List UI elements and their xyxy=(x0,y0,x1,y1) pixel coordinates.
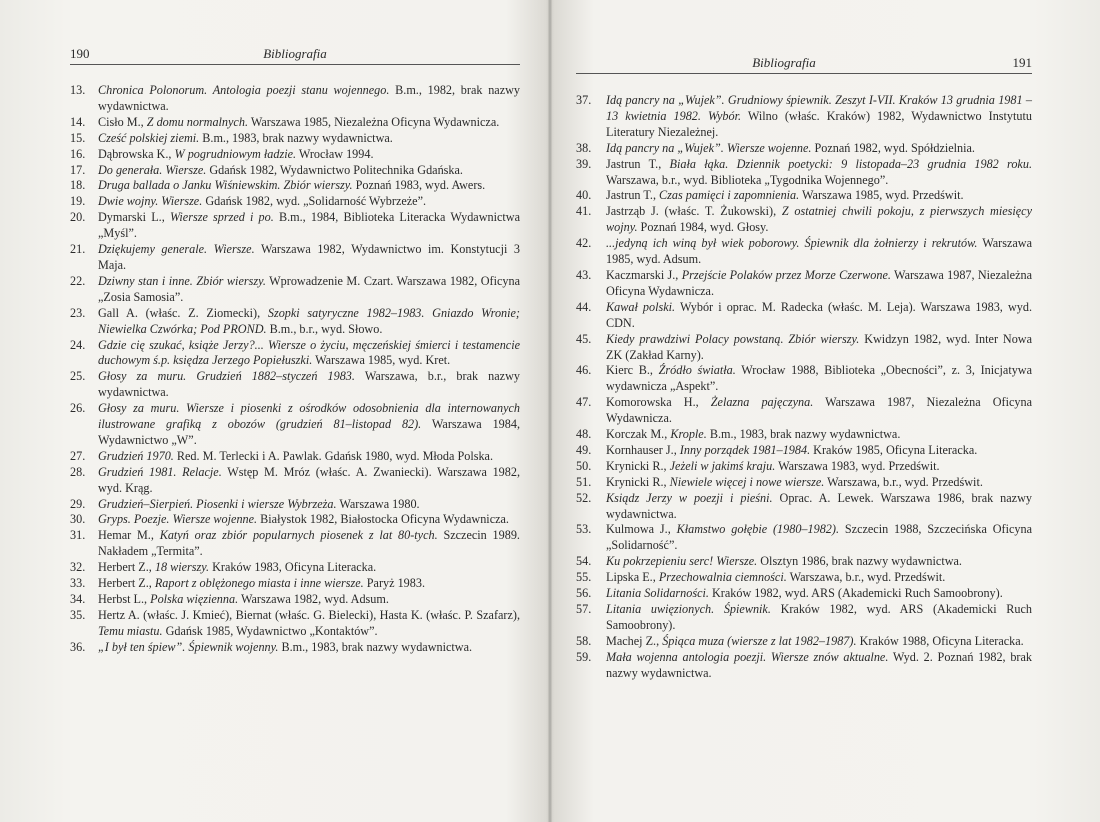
bibliography-entry xyxy=(576,443,1032,459)
bibliography-list xyxy=(70,83,520,656)
entry-author: Krynicki R., xyxy=(606,458,670,473)
entry-number: 28. xyxy=(70,464,86,479)
entry-number: 14. xyxy=(70,114,86,129)
bibliography-entry xyxy=(576,475,1032,491)
entry-author: Jastrun T., xyxy=(606,156,670,171)
entry-publication: Poznań 1984, wyd. Głosy. xyxy=(637,220,769,235)
entry-author: Kaczmarski J., xyxy=(606,267,682,282)
bibliography-entry xyxy=(576,570,1032,586)
entry-title: Kiedy prawdziwi Polacy powstaną. Zbiór wierszy. xyxy=(606,331,860,346)
entry-publication: Red. M. Terlecki i A. Pawlak. Gdańsk 1980, wyd. Młoda Polska. xyxy=(173,448,493,463)
entry-title: 18 wierszy. xyxy=(154,560,210,575)
entry-number: 43. xyxy=(576,267,592,282)
entry-number: 22. xyxy=(70,273,86,288)
entry-publication: Szczecin 1988, Szczecińska Oficyna „Solidarność”. xyxy=(606,522,1032,553)
entry-title: Szopki satyryczne 1982–1983. Gniazdo Wronie; Niewielka Czwórka; Pod PROND. xyxy=(98,305,520,336)
entry-publication: Kraków 1982, wyd. ARS (Akademicki Ruch Samoobrony). xyxy=(606,602,1033,632)
entry-title: Do generała. Wiersze. xyxy=(98,162,207,177)
entry-publication: Olsztyn 1986, brak nazwy wydawnictwa. xyxy=(757,554,962,569)
right-page xyxy=(576,0,1032,822)
entry-number: 53. xyxy=(576,522,592,537)
entry-publication: Warszawa, b.r., wyd. Przedświt. xyxy=(824,474,983,489)
entry-publication: Warszawa 1982, wyd. Adsum. xyxy=(238,592,389,606)
entry-publication: Warszawa, b.r., wyd. Biblioteka „Tygodnika Wojennego”. xyxy=(606,172,889,187)
entry-number: 59. xyxy=(576,649,592,664)
entry-title: Kawał polski. xyxy=(606,299,676,314)
bibliography-entry xyxy=(70,560,520,576)
entry-title: Grudzień 1970. xyxy=(98,448,174,463)
entry-title: Grudzień–Sierpień. Piosenki i wiersze Wybrzeża. xyxy=(98,496,337,511)
entry-publication: Poznań 1983, wyd. Awers. xyxy=(352,178,486,193)
entry-author: Hertz A. (właśc. J. Kmieć), Biernat (właśc. G. Bielecki), Hasta K. (właśc. P. Szafarz), xyxy=(98,607,520,622)
entry-number: 50. xyxy=(576,458,592,473)
entry-publication: B.m., 1983, brak nazwy wydawnictwa. xyxy=(278,639,473,654)
entry-author: Dąbrowska K., xyxy=(98,146,175,161)
entry-title: ...jedyną ich winą był wiek poborowy. Śpiewnik dla żołnierzy i rekrutów. xyxy=(606,236,978,251)
entry-title: Dwie wojny. Wiersze. xyxy=(98,194,203,209)
header-rule xyxy=(576,73,1032,74)
bibliography-entry xyxy=(576,650,1032,682)
entry-publication: Warszawa 1980. xyxy=(336,496,420,511)
entry-author: Kierc B., xyxy=(606,363,659,378)
entry-author: Kulmowa J., xyxy=(606,522,677,537)
entry-publication: Wybór i oprac. M. Radecka (właśc. M. Leja). Warszawa 1983, wyd. CDN. xyxy=(606,299,1032,330)
entry-title: Z domu normalnych. xyxy=(146,114,248,129)
entry-number: 39. xyxy=(576,156,592,171)
entry-number: 24. xyxy=(70,337,86,352)
entry-number: 46. xyxy=(576,363,592,378)
entry-number: 34. xyxy=(70,592,86,606)
entry-title: Przejście Polaków przez Morze Czerwone. xyxy=(681,267,891,282)
bibliography-entry xyxy=(576,427,1032,443)
entry-title: Idą pancry na „Wujek”. Grudniowy śpiewnik. Zeszyt I-VII. Kraków 13 grudnia 1981 – 13 kwietnia 1982. Wybór. xyxy=(606,93,1032,123)
entry-title: Głosy za muru. Wiersze i piosenki z ośrodków odosobnienia dla internowanych ilustrowane grafiką z obozów (grudzień 81–listopad 82). xyxy=(98,401,520,432)
entry-author: Herbst L., xyxy=(98,592,151,606)
entry-number: 18. xyxy=(70,178,86,193)
entry-title: Przechowalnia ciemności. xyxy=(658,570,787,585)
entry-number: 13. xyxy=(70,83,86,97)
bibliography-entry xyxy=(576,586,1032,602)
entry-publication: Warszawa, b.r., wyd. Przedświt. xyxy=(786,570,946,585)
entry-number: 17. xyxy=(70,162,86,177)
entry-number: 19. xyxy=(70,194,86,209)
entry-number: 54. xyxy=(576,554,592,569)
entry-publication: Wilno (właśc. Kraków) 1982, Wydawnictwo Instytutu Literatury Niezależnej. xyxy=(606,108,1032,139)
entry-publication: Poznań 1982, wyd. Spółdzielnia. xyxy=(811,140,975,155)
bibliography-entry xyxy=(70,608,520,640)
bibliography-entry xyxy=(70,465,520,497)
entry-number: 48. xyxy=(576,427,592,442)
bibliography-entry xyxy=(70,115,520,131)
entry-number: 38. xyxy=(576,140,592,155)
bibliography-entry xyxy=(576,236,1032,268)
bibliography-entry xyxy=(70,274,520,306)
entry-title: Mała wojenna antologia poezji. Wiersze znów aktualne. xyxy=(606,649,889,664)
entry-publication: Białystok 1982, Białostocka Oficyna Wydawnicza. xyxy=(257,512,509,527)
bibliography-entry xyxy=(70,131,520,147)
entry-publication: Oprac. A. Lewek. Warszawa 1986, brak nazwy wydawnictwa. xyxy=(606,490,1032,521)
bibliography-entry xyxy=(576,93,1032,141)
entry-publication: B.m., b.r., wyd. Słowo. xyxy=(266,321,383,336)
entry-publication: Szczecin 1989. Nakładem „Termita”. xyxy=(98,528,520,559)
entry-publication: Wrocław 1994. xyxy=(296,146,374,161)
page-number: 190 xyxy=(70,46,90,61)
bibliography-list xyxy=(576,93,1032,682)
running-head: Bibliografia xyxy=(263,46,327,61)
entry-author: Gall A. (właśc. Z. Ziomecki), xyxy=(98,305,268,320)
entry-title: Raport z oblężonego miasta i inne wiersze. xyxy=(154,576,364,591)
entry-publication: Kwidzyn 1982, wyd. Inter Nowa ZK (Zakład Karny). xyxy=(606,331,1032,362)
entry-author: Jastrząb J. (właśc. T. Żukowski), xyxy=(606,204,782,219)
entry-number: 33. xyxy=(70,576,86,591)
bibliography-entry xyxy=(70,640,520,656)
entry-publication: Warszawa 1985, wyd. Przedświt. xyxy=(799,188,964,203)
entry-title: Gdzie cię szukać, książe Jerzy?... Wiersze o życiu, męczeńskiej śmierci i testamencie duchowym ś.p. księdza Jerzego Popiełuszki. xyxy=(98,337,520,368)
entry-title: Żelazna pajęczyna. xyxy=(710,395,814,410)
entry-number: 21. xyxy=(70,242,86,257)
bibliography-entry xyxy=(576,268,1032,300)
entry-title: Źródło światła. xyxy=(658,363,736,378)
entry-publication: Warszawa 1983, wyd. Przedświt. xyxy=(775,458,940,473)
bibliography-entry xyxy=(576,634,1032,650)
entry-author: Herbert Z., xyxy=(98,560,155,575)
entry-title: Wiersze sprzed i po. xyxy=(169,210,274,225)
entry-publication: Wrocław 1988, Biblioteka „Obecności”, z. 3, Inicjatywa wydawnicza „Aspekt”. xyxy=(606,363,1033,394)
bibliography-entry xyxy=(70,592,520,608)
entry-title: Temu miastu. xyxy=(98,623,163,638)
entry-number: 32. xyxy=(70,560,86,575)
bibliography-entry xyxy=(70,576,520,592)
page-number: 191 xyxy=(1012,55,1032,70)
entry-publication: Kraków 1988, Oficyna Literacka. xyxy=(856,633,1024,648)
entry-number: 31. xyxy=(70,528,86,543)
bibliography-entry xyxy=(576,188,1032,204)
bibliography-entry xyxy=(576,491,1032,523)
bibliography-entry xyxy=(70,449,520,465)
entry-publication: Warszawa 1987, Niezależna Oficyna Wydawnicza. xyxy=(606,395,1032,426)
entry-title: Dziwny stan i inne. Zbiór wierszy. xyxy=(98,273,266,288)
bibliography-entry xyxy=(70,194,520,210)
left-page-header xyxy=(70,46,520,66)
entry-number: 45. xyxy=(576,331,592,346)
bibliography-entry xyxy=(70,528,520,560)
entry-publication: Wprowadzenie M. Czart. Warszawa 1982, Oficyna „Zosia Samosia”. xyxy=(98,273,521,304)
bibliography-entry xyxy=(70,512,520,528)
entry-number: 41. xyxy=(576,204,592,219)
entry-title: Biała łąka. Dziennik poetycki: 9 listopada–23 grudnia 1982 roku. xyxy=(669,156,1032,171)
entry-number: 44. xyxy=(576,299,592,314)
entry-publication: Paryż 1983. xyxy=(363,576,425,591)
entry-title: Niewiele więcej i nowe wiersze. xyxy=(669,474,825,489)
bibliography-entry xyxy=(70,369,520,401)
header-rule xyxy=(70,64,520,65)
bibliography-entry xyxy=(70,338,520,370)
entry-number: 29. xyxy=(70,496,86,511)
entry-number: 49. xyxy=(576,442,592,457)
entry-number: 25. xyxy=(70,369,86,384)
entry-author: Lipska E., xyxy=(606,570,659,585)
entry-number: 57. xyxy=(576,602,592,616)
bibliography-entry xyxy=(576,204,1032,236)
bibliography-entry xyxy=(70,306,520,338)
entry-title: Inny porządek 1981–1984. xyxy=(679,442,811,457)
entry-publication: Warszawa 1985, wyd. Adsum. xyxy=(606,236,1032,267)
entry-title: Z ostatniej chwili pokoju, z pierwszych miesięcy wojny. xyxy=(606,204,1032,235)
entry-number: 52. xyxy=(576,490,592,505)
entry-author: Dymarski L., xyxy=(98,210,170,225)
entry-author: Machej Z., xyxy=(606,633,663,648)
entry-author: Korczak M., xyxy=(606,427,671,442)
entry-title: Grudzień 1981. Relacje. xyxy=(98,464,222,479)
entry-number: 30. xyxy=(70,512,86,527)
entry-author: Hemar M., xyxy=(98,528,160,543)
bibliography-entry xyxy=(576,522,1032,554)
bibliography-entry xyxy=(70,83,520,115)
entry-number: 47. xyxy=(576,395,592,410)
entry-title: Idą pancry na „Wujek”. Wiersze wojenne. xyxy=(606,140,812,155)
entry-number: 40. xyxy=(576,188,592,203)
entry-title: Litania Solidarności. xyxy=(606,586,709,601)
entry-publication: B.m., 1982, brak nazwy wydawnictwa. xyxy=(98,83,520,113)
bibliography-entry xyxy=(576,602,1032,634)
bibliography-entry xyxy=(576,157,1032,189)
entry-title: Ku pokrzepieniu serc! Wiersze. xyxy=(606,554,758,569)
entry-title: W pogrudniowym ładzie. xyxy=(174,146,297,161)
entry-number: 51. xyxy=(576,474,592,489)
entry-publication: Wyd. 2. Poznań 1982, brak nazwy wydawnictwa. xyxy=(606,649,1032,680)
left-page xyxy=(70,0,520,822)
entry-title: Cześć polskiej ziemi. xyxy=(98,130,200,145)
entry-publication: Warszawa 1984, Wydawnictwo „W”. xyxy=(98,417,520,447)
entry-title: Krople. xyxy=(670,427,707,442)
entry-title: Czas pamięci i zapomnienia. xyxy=(659,188,800,203)
entry-number: 42. xyxy=(576,236,592,251)
entry-number: 23. xyxy=(70,305,86,320)
bibliography-entry xyxy=(576,363,1032,395)
entry-publication: B.m., 1983, brak nazwy wydawnictwa. xyxy=(199,130,393,145)
bibliography-entry xyxy=(576,141,1032,157)
entry-publication: Warszawa 1987, Niezależna Oficyna Wydawnicza. xyxy=(606,267,1032,298)
bibliography-entry xyxy=(70,147,520,163)
entry-title: „I był ten śpiew”. Śpiewnik wojenny. xyxy=(98,639,279,654)
entry-title: Druga ballada o Janku Wiśniewskim. Zbiór wierszy. xyxy=(98,178,353,193)
entry-number: 55. xyxy=(576,570,592,585)
entry-author: Kornhauser J., xyxy=(606,442,680,457)
entry-number: 15. xyxy=(70,130,86,145)
entry-publication: Kraków 1982, wyd. ARS (Akademicki Ruch Samoobrony). xyxy=(708,586,1003,601)
entry-author: Cisło M., xyxy=(98,114,147,129)
entry-title: Chronica Polonorum. Antologia poezji stanu wojennego. xyxy=(98,83,390,97)
entry-publication: B.m., 1984, Biblioteka Literacka Wydawnictwa „Myśl”. xyxy=(98,210,521,241)
bibliography-entry xyxy=(70,242,520,274)
entry-title: Katyń oraz zbiór popularnych piosenek z lat 80-tych. xyxy=(159,528,438,543)
right-page-header xyxy=(576,55,1032,75)
entry-title: Śpiąca muza (wiersze z lat 1982–1987). xyxy=(662,633,857,648)
entry-publication: Kraków 1983, Oficyna Literacka. xyxy=(209,560,377,575)
entry-number: 36. xyxy=(70,639,86,654)
bibliography-entry xyxy=(576,300,1032,332)
bibliography-entry xyxy=(576,332,1032,364)
entry-author: Komorowska H., xyxy=(606,395,711,410)
entry-title: Gryps. Poezje. Wiersze wojenne. xyxy=(98,512,258,527)
bibliography-entry xyxy=(70,163,520,179)
bibliography-entry xyxy=(70,210,520,242)
bibliography-entry xyxy=(576,395,1032,427)
bibliography-entry xyxy=(576,554,1032,570)
entry-publication: Warszawa 1985, Niezależna Oficyna Wydawnicza. xyxy=(248,114,500,129)
running-head: Bibliografia xyxy=(752,55,816,70)
entry-number: 26. xyxy=(70,401,86,416)
entry-number: 27. xyxy=(70,448,86,463)
entry-number: 37. xyxy=(576,93,592,107)
entry-publication: Wstęp M. Mróz (właśc. A. Zwaniecki). Warszawa 1982, wyd. Krąg. xyxy=(98,464,520,495)
entry-publication: Kraków 1985, Oficyna Literacka. xyxy=(810,442,978,457)
entry-number: 16. xyxy=(70,146,86,161)
entry-author: Herbert Z., xyxy=(98,576,155,591)
entry-title: Jeżeli w jakimś kraju. xyxy=(669,458,776,473)
entry-publication: Gdańsk 1982, wyd. „Solidarność Wybrzeże”. xyxy=(202,194,427,209)
entry-title: Ksiądz Jerzy w poezji i pieśni. xyxy=(606,490,773,505)
entry-number: 20. xyxy=(70,210,86,225)
entry-title: Kłamstwo gołębie (1980–1982). xyxy=(676,522,840,537)
entry-publication: Warszawa 1982, Wydawnictwo im. Konstytucji 3 Maja. xyxy=(98,242,521,272)
entry-publication: B.m., 1983, brak nazwy wydawnictwa. xyxy=(706,427,901,442)
book-gutter xyxy=(548,0,552,822)
entry-title: Litania uwięzionych. Śpiewnik. xyxy=(606,602,771,616)
entry-title: Dziękujemy generale. Wiersze. xyxy=(98,242,255,257)
bibliography-entry xyxy=(576,459,1032,475)
entry-title: Głosy za muru. Grudzień 1882–styczeń 1983. xyxy=(98,369,355,384)
entry-title: Polska więzienna. xyxy=(150,592,239,606)
entry-publication: Gdańsk 1985, Wydawnictwo „Kontaktów”. xyxy=(162,623,378,638)
entry-publication: Gdańsk 1982, Wydawnictwo Politechnika Gdańska. xyxy=(206,162,463,177)
bibliography-entry xyxy=(70,497,520,513)
bibliography-entry xyxy=(70,401,520,449)
entry-number: 58. xyxy=(576,633,592,648)
entry-publication: Warszawa, b.r., brak nazwy wydawnictwa. xyxy=(98,369,520,400)
entry-number: 56. xyxy=(576,586,592,601)
entry-number: 35. xyxy=(70,607,86,622)
entry-publication: Warszawa 1985, wyd. Kret. xyxy=(312,353,451,368)
entry-author: Krynicki R., xyxy=(606,474,670,489)
entry-author: Jastrun T., xyxy=(606,188,660,203)
bibliography-entry xyxy=(70,178,520,194)
